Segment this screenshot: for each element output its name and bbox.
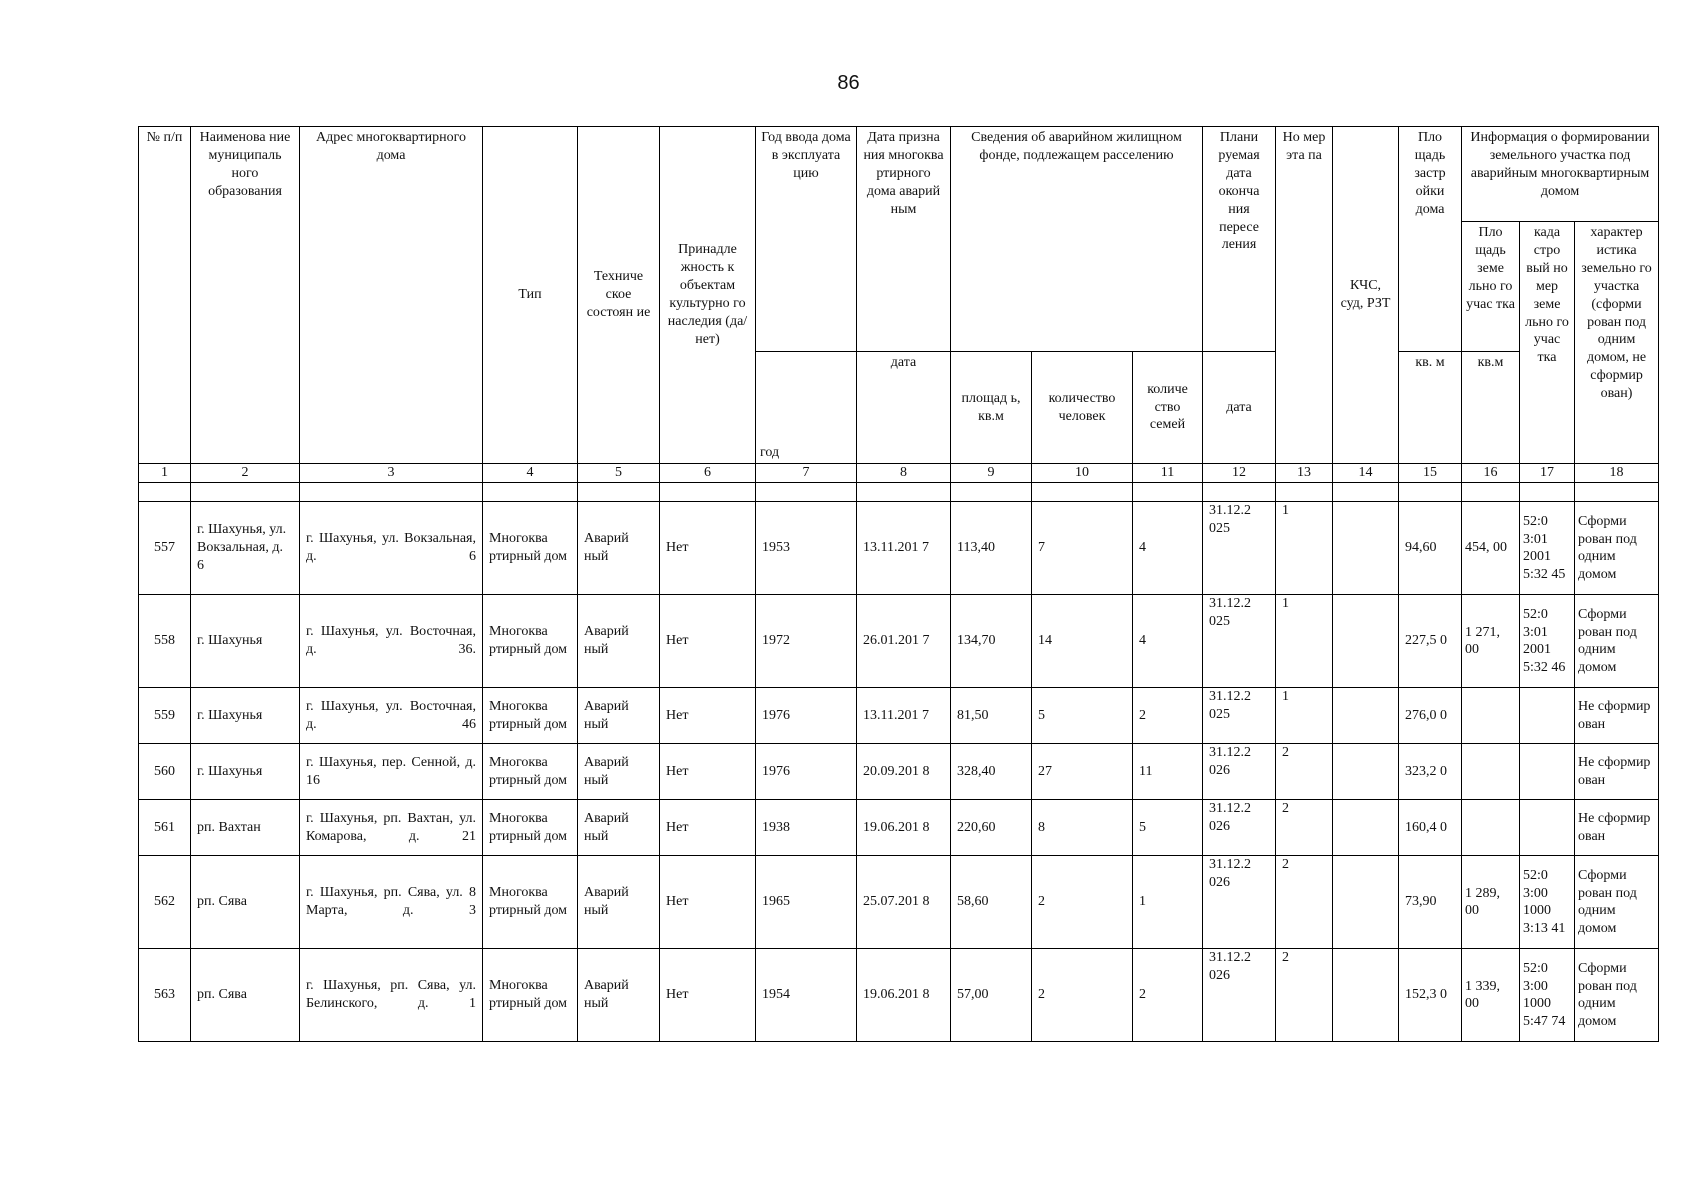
cell-condition: Аварий ный	[578, 688, 660, 744]
cell-land-area	[1462, 744, 1520, 800]
cell-stage: 2	[1276, 949, 1333, 1042]
cell-address: г. Шахунья, ул. Восточная, д. 46	[300, 688, 483, 744]
cell-year: 1954	[756, 949, 857, 1042]
cell-date: 13.11.201 7	[857, 688, 951, 744]
cell-families: 4	[1133, 502, 1203, 595]
cell-land-status: Сформи рован под одним домом	[1575, 502, 1659, 595]
header-land-area: Пло щадь земе льно го учас тка	[1462, 222, 1520, 352]
cell-built-area: 160,4 0	[1399, 800, 1462, 856]
table-row	[139, 744, 1659, 800]
header-land-info: Информация о формировании земельного участка под аварийным многоквартирным домом	[1462, 127, 1659, 222]
header-families: количе ство семей	[1133, 352, 1203, 464]
column-number: 18	[1575, 464, 1659, 483]
cell-land-status: Не сформир ован	[1575, 800, 1659, 856]
cell-heritage: Нет	[660, 800, 756, 856]
cell-municipality: г. Шахунья	[191, 744, 300, 800]
column-number: 1	[139, 464, 191, 483]
column-number: 16	[1462, 464, 1520, 483]
header-land-status: характер истика земельно го участка (сформи рован под одним домом, не сформир ован)	[1575, 222, 1659, 464]
column-number: 13	[1276, 464, 1333, 483]
cell-condition: Аварий ный	[578, 502, 660, 595]
column-number: 11	[1133, 464, 1203, 483]
cell-type: Многоква ртирный дом	[483, 595, 578, 688]
column-number: 4	[483, 464, 578, 483]
cell-stage: 2	[1276, 856, 1333, 949]
column-number: 6	[660, 464, 756, 483]
cell-land-area	[1462, 800, 1520, 856]
header-stage: Но мер эта па	[1276, 127, 1333, 464]
cell-planned-date: 31.12.2 025	[1203, 595, 1276, 688]
cell-condition: Аварий ный	[578, 856, 660, 949]
cell-people: 27	[1032, 744, 1133, 800]
cell-planned-date: 31.12.2 026	[1203, 856, 1276, 949]
cell-area: 134,70	[951, 595, 1032, 688]
header-cadastral: када стро вый но мер земе льно го учас тка	[1520, 222, 1575, 464]
cell-no: 562	[139, 856, 191, 949]
column-number: 9	[951, 464, 1032, 483]
cell-type: Многоква ртирный дом	[483, 949, 578, 1042]
header-no: № п/п	[139, 127, 191, 464]
spacer-row	[139, 483, 1659, 502]
column-number: 2	[191, 464, 300, 483]
cell-year: 1976	[756, 744, 857, 800]
cell-year: 1965	[756, 856, 857, 949]
header-condition: Техниче ское состоян ие	[578, 127, 660, 464]
cell-people: 2	[1032, 949, 1133, 1042]
cell-kchs	[1333, 688, 1399, 744]
cell-type: Многоква ртирный дом	[483, 800, 578, 856]
cell-built-area: 323,2 0	[1399, 744, 1462, 800]
cell-people: 14	[1032, 595, 1133, 688]
cell-people: 7	[1032, 502, 1133, 595]
header-built-area: Пло щадь застр ойки дома	[1399, 127, 1462, 352]
cell-date: 20.09.201 8	[857, 744, 951, 800]
cell-kchs	[1333, 595, 1399, 688]
cell-kchs	[1333, 856, 1399, 949]
cell-planned-date: 31.12.2 026	[1203, 744, 1276, 800]
cell-land-status: Сформи рован под одним домом	[1575, 595, 1659, 688]
page-number: 86	[837, 72, 860, 94]
header-year-commission: Год ввода дома в эксплуата цию	[756, 127, 857, 352]
table-row	[139, 595, 1659, 688]
cell-families: 11	[1133, 744, 1203, 800]
cell-planned-date: 31.12.2 026	[1203, 800, 1276, 856]
cell-municipality: г. Шахунья	[191, 688, 300, 744]
cell-type: Многоква ртирный дом	[483, 688, 578, 744]
cell-planned-date: 31.12.2 025	[1203, 688, 1276, 744]
cell-planned-date: 31.12.2 025	[1203, 502, 1276, 595]
header-kchs: КЧС, суд, РЗТ	[1333, 127, 1399, 464]
column-number: 5	[578, 464, 660, 483]
cell-land-status: Не сформир ован	[1575, 688, 1659, 744]
cell-planned-date: 31.12.2 026	[1203, 949, 1276, 1042]
cell-heritage: Нет	[660, 502, 756, 595]
cell-date: 19.06.201 8	[857, 949, 951, 1042]
cell-land-area: 1 271, 00	[1462, 595, 1520, 688]
cell-heritage: Нет	[660, 949, 756, 1042]
cell-kchs	[1333, 744, 1399, 800]
header-land-unit: кв.м	[1462, 352, 1520, 464]
cell-kchs	[1333, 949, 1399, 1042]
column-number-row	[139, 464, 1659, 483]
cell-built-area: 73,90	[1399, 856, 1462, 949]
header-area: площад ь, кв.м	[951, 352, 1032, 464]
cell-area: 220,60	[951, 800, 1032, 856]
cell-land-area	[1462, 688, 1520, 744]
header-municipality: Наименова ние муниципаль ного образования	[191, 127, 300, 464]
cell-people: 5	[1032, 688, 1133, 744]
cell-type: Многоква ртирный дом	[483, 856, 578, 949]
cell-area: 57,00	[951, 949, 1032, 1042]
cell-land-area: 1 339, 00	[1462, 949, 1520, 1042]
cell-land-area: 1 289, 00	[1462, 856, 1520, 949]
table-row	[139, 502, 1659, 595]
cell-cadastral: 52:0 3:01 2001 5:32 46	[1520, 595, 1575, 688]
cell-built-area: 94,60	[1399, 502, 1462, 595]
cell-type: Многоква ртирный дом	[483, 744, 578, 800]
header-date-sub: дата	[857, 352, 951, 464]
emergency-housing-table	[138, 126, 1659, 1042]
cell-cadastral	[1520, 744, 1575, 800]
header-built-unit: кв. м	[1399, 352, 1462, 464]
cell-families: 2	[1133, 949, 1203, 1042]
cell-no: 560	[139, 744, 191, 800]
header-year-sub: год	[756, 352, 857, 464]
cell-built-area: 227,5 0	[1399, 595, 1462, 688]
cell-year: 1976	[756, 688, 857, 744]
cell-no: 557	[139, 502, 191, 595]
cell-year: 1953	[756, 502, 857, 595]
cell-year: 1938	[756, 800, 857, 856]
cell-area: 328,40	[951, 744, 1032, 800]
cell-stage: 1	[1276, 502, 1333, 595]
cell-stage: 2	[1276, 800, 1333, 856]
cell-date: 25.07.201 8	[857, 856, 951, 949]
cell-address: г. Шахунья, рп. Сява, ул. 8 Марта, д. 3	[300, 856, 483, 949]
cell-area: 113,40	[951, 502, 1032, 595]
cell-families: 4	[1133, 595, 1203, 688]
cell-people: 2	[1032, 856, 1133, 949]
cell-municipality: г. Шахунья, ул. Вокзальная, д. 6	[191, 502, 300, 595]
cell-area: 81,50	[951, 688, 1032, 744]
table-row	[139, 688, 1659, 744]
cell-kchs	[1333, 502, 1399, 595]
cell-families: 5	[1133, 800, 1203, 856]
cell-land-status: Сформи рован под одним домом	[1575, 856, 1659, 949]
cell-address: г. Шахунья, ул. Вокзальная, д. 6	[300, 502, 483, 595]
cell-built-area: 152,3 0	[1399, 949, 1462, 1042]
cell-date: 13.11.201 7	[857, 502, 951, 595]
cell-no: 558	[139, 595, 191, 688]
column-number: 15	[1399, 464, 1462, 483]
cell-cadastral	[1520, 688, 1575, 744]
cell-kchs	[1333, 800, 1399, 856]
cell-land-status: Не сформир ован	[1575, 744, 1659, 800]
cell-type: Многоква ртирный дом	[483, 502, 578, 595]
column-number: 8	[857, 464, 951, 483]
cell-heritage: Нет	[660, 744, 756, 800]
header-type: Тип	[483, 127, 578, 464]
header-date-recognized: Дата призна ния многоква ртирного дома аварий ным	[857, 127, 951, 352]
cell-cadastral: 52:0 3:00 1000 3:13 41	[1520, 856, 1575, 949]
cell-year: 1972	[756, 595, 857, 688]
cell-municipality: рп. Вахтан	[191, 800, 300, 856]
cell-condition: Аварий ный	[578, 800, 660, 856]
column-number: 14	[1333, 464, 1399, 483]
cell-cadastral	[1520, 800, 1575, 856]
column-number: 3	[300, 464, 483, 483]
cell-families: 1	[1133, 856, 1203, 949]
cell-condition: Аварий ный	[578, 949, 660, 1042]
header-planned-date: Плани руемая дата оконча ния пересе ления	[1203, 127, 1276, 352]
cell-stage: 1	[1276, 688, 1333, 744]
cell-address: г. Шахунья, ул. Восточная, д. 36.	[300, 595, 483, 688]
cell-condition: Аварий ный	[578, 595, 660, 688]
column-number: 17	[1520, 464, 1575, 483]
cell-address: г. Шахунья, пер. Сенной, д. 16	[300, 744, 483, 800]
cell-municipality: рп. Сява	[191, 949, 300, 1042]
cell-families: 2	[1133, 688, 1203, 744]
cell-stage: 1	[1276, 595, 1333, 688]
cell-people: 8	[1032, 800, 1133, 856]
cell-heritage: Нет	[660, 856, 756, 949]
table-row	[139, 856, 1659, 949]
cell-land-area: 454, 00	[1462, 502, 1520, 595]
header-heritage: Принадле жность к объектам культурно го наследия (да/нет)	[660, 127, 756, 464]
cell-date: 19.06.201 8	[857, 800, 951, 856]
cell-stage: 2	[1276, 744, 1333, 800]
cell-no: 559	[139, 688, 191, 744]
header-planned-sub: дата	[1203, 352, 1276, 464]
cell-cadastral: 52:0 3:00 1000 5:47 74	[1520, 949, 1575, 1042]
column-number: 12	[1203, 464, 1276, 483]
cell-municipality: рп. Сява	[191, 856, 300, 949]
cell-condition: Аварий ный	[578, 744, 660, 800]
header-address: Адрес многоквартирного дома	[300, 127, 483, 464]
cell-built-area: 276,0 0	[1399, 688, 1462, 744]
table-row	[139, 800, 1659, 856]
cell-cadastral: 52:0 3:01 2001 5:32 45	[1520, 502, 1575, 595]
cell-no: 561	[139, 800, 191, 856]
header-emergency-info: Сведения об аварийном жилищном фонде, подлежащем расселению	[951, 127, 1203, 352]
header-people: количество человек	[1032, 352, 1133, 464]
table-row	[139, 949, 1659, 1042]
cell-no: 563	[139, 949, 191, 1042]
cell-heritage: Нет	[660, 595, 756, 688]
column-number: 7	[756, 464, 857, 483]
cell-address: г. Шахунья, рп. Вахтан, ул. Комарова, д. 21	[300, 800, 483, 856]
cell-date: 26.01.201 7	[857, 595, 951, 688]
cell-municipality: г. Шахунья	[191, 595, 300, 688]
cell-land-status: Сформи рован под одним домом	[1575, 949, 1659, 1042]
column-number: 10	[1032, 464, 1133, 483]
cell-heritage: Нет	[660, 688, 756, 744]
cell-area: 58,60	[951, 856, 1032, 949]
cell-address: г. Шахунья, рп. Сява, ул. Белинского, д. 1	[300, 949, 483, 1042]
